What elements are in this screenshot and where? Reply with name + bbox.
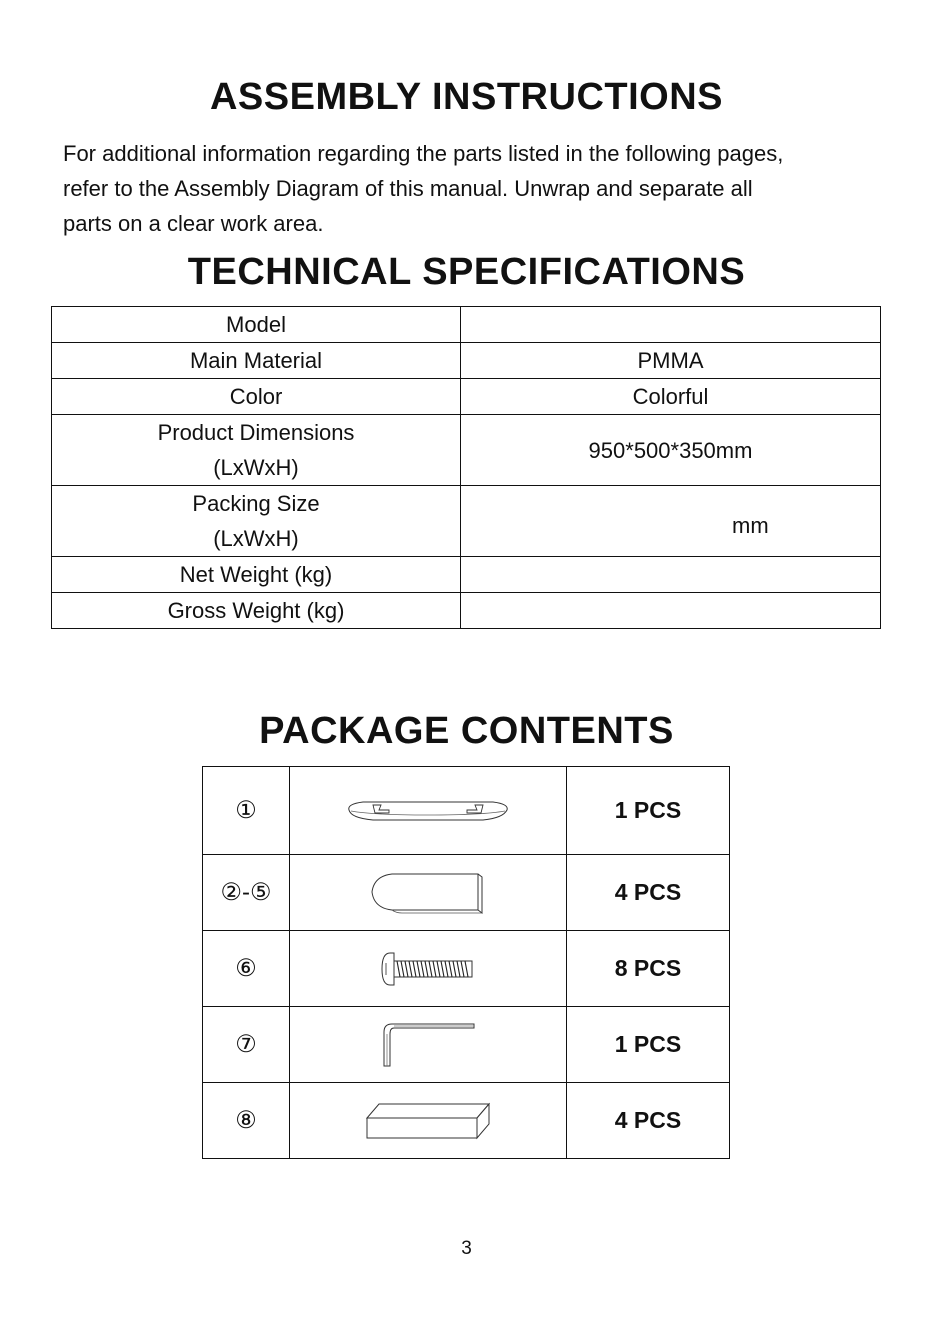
package-row [203, 767, 730, 855]
part-image-cell [290, 767, 567, 855]
spec-label-line: (LxWxH) [213, 526, 299, 551]
spec-row-gross-weight [52, 593, 881, 629]
part-image-cell [290, 931, 567, 1007]
spec-label: Net Weight (kg) [52, 557, 461, 593]
part-quantity: 1 PCS [567, 767, 730, 855]
spec-row-color [52, 379, 881, 415]
package-row [203, 1007, 730, 1083]
part-quantity: 4 PCS [567, 1083, 730, 1159]
intro-line: parts on a clear work area. [63, 211, 324, 236]
part-quantity: 4 PCS [567, 855, 730, 931]
spec-value [461, 557, 881, 593]
part-number: ⑥ [203, 931, 290, 1007]
spec-value [461, 307, 881, 343]
package-row [203, 855, 730, 931]
intro-line: refer to the Assembly Diagram of this manual. Unwrap and separate all [63, 176, 753, 201]
spec-label-line: Packing Size [192, 491, 320, 516]
spec-row-material [52, 343, 881, 379]
part-number: ②-⑤ [203, 855, 290, 931]
spec-label [52, 486, 461, 557]
page-number: 3 [461, 1238, 472, 1259]
package-title: PACKAGE CONTENTS [259, 710, 674, 752]
spec-label-line: Product Dimensions [157, 420, 355, 445]
spec-value: 950*500*350mm [461, 415, 881, 486]
spec-value: PMMA [461, 343, 881, 379]
part-image-cell [290, 855, 567, 931]
spec-row-model [52, 307, 881, 343]
spec-value [461, 593, 881, 629]
spec-label: Gross Weight (kg) [52, 593, 461, 629]
assembly-intro [63, 136, 893, 241]
spec-label: Color [52, 379, 461, 415]
screw-icon [376, 949, 480, 989]
spec-value [461, 486, 881, 557]
assembly-title: ASSEMBLY INSTRUCTIONS [209, 76, 724, 118]
part-number: ① [203, 767, 290, 855]
spec-value: Colorful [461, 379, 881, 415]
package-row [203, 931, 730, 1007]
part-number: ⑧ [203, 1083, 290, 1159]
leg-panel-icon [368, 870, 488, 916]
spec-table [51, 306, 881, 629]
allen-key-icon [378, 1020, 478, 1070]
spec-row-net-weight [52, 557, 881, 593]
spec-label: Main Material [52, 343, 461, 379]
spec-unit: mm [732, 513, 769, 538]
spec-row-dimensions [52, 415, 881, 486]
foam-block-icon [363, 1100, 493, 1142]
part-image-cell [290, 1083, 567, 1159]
technical-title: TECHNICAL SPECIFICATIONS [187, 251, 746, 293]
intro-line: For additional information regarding the parts listed in the following pages, [63, 141, 784, 166]
spec-row-packing [52, 486, 881, 557]
spec-label [52, 415, 461, 486]
spec-label-line: (LxWxH) [213, 455, 299, 480]
part-number: ⑦ [203, 1007, 290, 1083]
package-row [203, 1083, 730, 1159]
spec-label: Model [52, 307, 461, 343]
part-quantity: 1 PCS [567, 1007, 730, 1083]
package-table [202, 766, 730, 1159]
part-image-cell [290, 1007, 567, 1083]
part-quantity: 8 PCS [567, 931, 730, 1007]
tabletop-icon [343, 796, 513, 826]
